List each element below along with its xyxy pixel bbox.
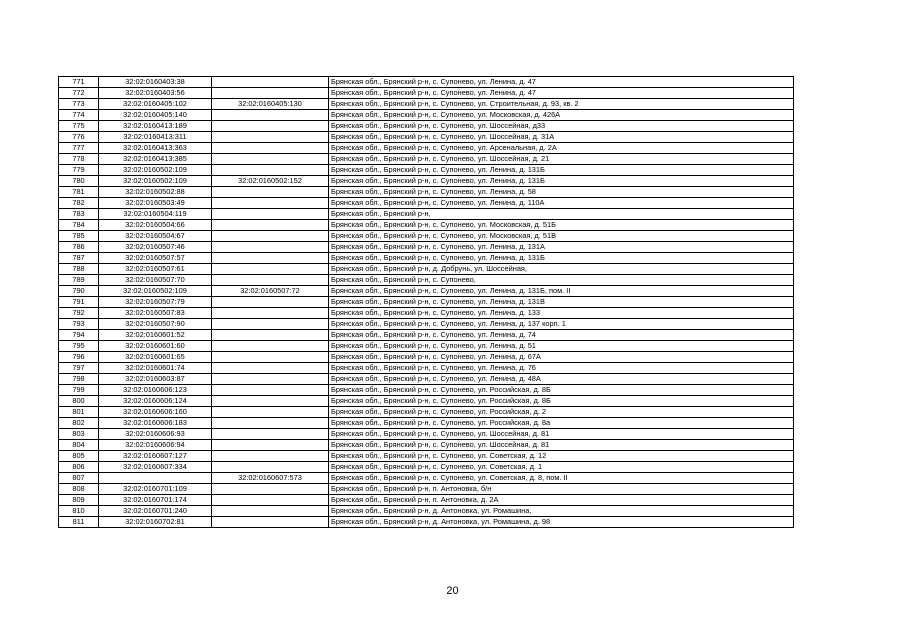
address-cell: Брянская обл., Брянский р-н, с. Супонево, ул. Шоссейная, д. 81 [329,440,794,451]
table-row [59,176,794,187]
related-cadastral-number-cell [212,506,329,517]
row-number-cell: 805 [59,451,99,462]
address-cell: Брянская обл., Брянский р-н, с. Супонево, ул. Строительная, д. 93, кв. 2 [329,99,794,110]
cadastral-number-cell: 32:02:0160403:38 [99,77,212,88]
address-cell: Брянская обл., Брянский р-н, с. Супонево, ул. Советская, д. 1 [329,462,794,473]
related-cadastral-number-cell [212,385,329,396]
table-row [59,275,794,286]
address-cell: Брянская обл., Брянский р-н, д. Антоновка, ул. Ромашина, д. 98 [329,517,794,528]
address-cell: Брянская обл., Брянский р-н, п. Антоновка, б/н [329,484,794,495]
row-number-cell: 780 [59,176,99,187]
cadastral-number-cell: 32:02:0160606:124 [99,396,212,407]
related-cadastral-number-cell [212,484,329,495]
row-number-cell: 794 [59,330,99,341]
related-cadastral-number-cell [212,88,329,99]
cadastral-number-cell: 32:02:0160606:93 [99,429,212,440]
cadastral-number-cell: 32:02:0160606:160 [99,407,212,418]
row-number-cell: 772 [59,88,99,99]
cadastral-number-cell: 32:02:0160601:65 [99,352,212,363]
cadastral-number-cell: 32:02:0160607:127 [99,451,212,462]
address-cell: Брянская обл., Брянский р-н, с. Супонево, ул. Российская, д. 8Б [329,385,794,396]
address-cell: Брянская обл., Брянский р-н, д. Добрунь, ул. Шоссейная, [329,264,794,275]
related-cadastral-number-cell [212,341,329,352]
address-cell: Брянская обл., Брянский р-н, с. Супонево, ул. Ленина, д. 47 [329,77,794,88]
cadastral-number-cell: 32:02:0160507:57 [99,253,212,264]
cadastral-number-cell: 32:02:0160507:79 [99,297,212,308]
cadastral-number-cell: 32:02:0160413:385 [99,154,212,165]
cadastral-number-cell: 32:02:0160701:240 [99,506,212,517]
address-cell: Брянская обл., Брянский р-н, с. Супонево, ул. Шоссейная, д. 21 [329,154,794,165]
cadastral-number-cell: 32:02:0160413:189 [99,121,212,132]
related-cadastral-number-cell [212,110,329,121]
related-cadastral-number-cell [212,154,329,165]
table-row [59,264,794,275]
row-number-cell: 787 [59,253,99,264]
address-cell: Брянская обл., Брянский р-н, с. Супонево, ул. Московская, д. 426А [329,110,794,121]
row-number-cell: 797 [59,363,99,374]
related-cadastral-number-cell: 32:02:0160607:573 [212,473,329,484]
address-cell: Брянская обл., Брянский р-н, с. Супонево, ул. Ленина, д. 67А [329,352,794,363]
related-cadastral-number-cell [212,429,329,440]
cadastral-number-cell: 32:02:0160601:52 [99,330,212,341]
cadastral-number-cell: 32:02:0160606:123 [99,385,212,396]
table-row [59,484,794,495]
related-cadastral-number-cell [212,462,329,473]
cadastral-number-cell: 32:02:0160507:70 [99,275,212,286]
cadastral-number-cell: 32:02:0160504:67 [99,231,212,242]
related-cadastral-number-cell [212,165,329,176]
table-row [59,374,794,385]
cadastral-number-cell: 32:02:0160702:81 [99,517,212,528]
related-cadastral-number-cell [212,451,329,462]
address-cell: Брянская обл., Брянский р-н, с. Супонево, ул. Шоссейная, д. 31А [329,132,794,143]
related-cadastral-number-cell [212,396,329,407]
row-number-cell: 798 [59,374,99,385]
cadastral-number-cell: 32:02:0160502:109 [99,165,212,176]
table-row [59,330,794,341]
cadastral-number-cell: 32:02:0160502:109 [99,176,212,187]
row-number-cell: 808 [59,484,99,495]
address-cell: Брянская обл., Брянский р-н, с. Супонево, ул. Ленина, д. 110А [329,198,794,209]
related-cadastral-number-cell [212,407,329,418]
table-row [59,429,794,440]
address-cell: Брянская обл., Брянский р-н, с. Супонево, ул. Ленина, д. 131Б, пом. II [329,286,794,297]
cadastral-number-cell: 32:02:0160503:49 [99,198,212,209]
cadastral-number-cell: 32:02:0160601:60 [99,341,212,352]
related-cadastral-number-cell [212,275,329,286]
row-number-cell: 809 [59,495,99,506]
related-cadastral-number-cell [212,187,329,198]
related-cadastral-number-cell [212,242,329,253]
table-row [59,363,794,374]
address-cell: Брянская обл., Брянский р-н, с. Супонево, ул. Арсенальная, д. 2А [329,143,794,154]
related-cadastral-number-cell [212,143,329,154]
row-number-cell: 775 [59,121,99,132]
row-number-cell: 778 [59,154,99,165]
cadastral-number-cell: 32:02:0160701:174 [99,495,212,506]
related-cadastral-number-cell [212,198,329,209]
address-cell: Брянская обл., Брянский р-н, с. Супонево, ул. Ленина, д. 76 [329,363,794,374]
row-number-cell: 786 [59,242,99,253]
cadastral-number-cell: 32:02:0160502:88 [99,187,212,198]
table-row [59,154,794,165]
table-row [59,132,794,143]
cadastral-number-cell: 32:02:0160606:94 [99,440,212,451]
cadastral-number-cell: 32:02:0160504:119 [99,209,212,220]
cadastral-number-cell: 32:02:0160403:56 [99,88,212,99]
table-row [59,88,794,99]
page-number: 20 [446,585,459,597]
table-row [59,209,794,220]
table-row [59,451,794,462]
table-row [59,385,794,396]
row-number-cell: 810 [59,506,99,517]
table-row [59,440,794,451]
address-cell: Брянская обл., Брянский р-н, с. Супонево, ул. Российская, д. 2 [329,407,794,418]
address-cell: Брянская обл., Брянский р-н, с. Супонево, ул. Советская, д. 8, пом. II [329,473,794,484]
table-row [59,165,794,176]
related-cadastral-number-cell [212,297,329,308]
table-row [59,396,794,407]
row-number-cell: 774 [59,110,99,121]
row-number-cell: 803 [59,429,99,440]
address-cell: Брянская обл., Брянский р-н, с. Супонево, ул. Московская, д. 51Б [329,220,794,231]
cadastral-number-cell: 32:02:0160413:363 [99,143,212,154]
row-number-cell: 782 [59,198,99,209]
row-number-cell: 777 [59,143,99,154]
address-cell: Брянская обл., Брянский р-н, д. Антоновка, ул. Ромашина, [329,506,794,517]
row-number-cell: 800 [59,396,99,407]
row-number-cell: 804 [59,440,99,451]
row-number-cell: 783 [59,209,99,220]
row-number-cell: 773 [59,99,99,110]
address-cell: Брянская обл., Брянский р-н, с. Супонево, ул. Шоссейная, д. 81 [329,429,794,440]
cadastral-number-cell: 32:02:0160507:46 [99,242,212,253]
table-row [59,99,794,110]
registry-table [58,76,794,528]
table-row [59,253,794,264]
related-cadastral-number-cell [212,352,329,363]
row-number-cell: 776 [59,132,99,143]
related-cadastral-number-cell [212,253,329,264]
table-row [59,110,794,121]
address-cell: Брянская обл., Брянский р-н, с. Супонево, ул. Шоссейная, д33 [329,121,794,132]
row-number-cell: 793 [59,319,99,330]
cadastral-number-cell [99,473,212,484]
related-cadastral-number-cell [212,440,329,451]
related-cadastral-number-cell [212,517,329,528]
row-number-cell: 784 [59,220,99,231]
address-cell: Брянская обл., Брянский р-н, с. Супонево, ул. Ленина, д. 131Б [329,253,794,264]
address-cell: Брянская обл., Брянский р-н, с. Супонево, ул. Ленина, д. 131Б [329,165,794,176]
table-row [59,506,794,517]
related-cadastral-number-cell [212,363,329,374]
table-row [59,121,794,132]
related-cadastral-number-cell [212,220,329,231]
row-number-cell: 796 [59,352,99,363]
cadastral-number-cell: 32:02:0160601:74 [99,363,212,374]
row-number-cell: 788 [59,264,99,275]
table-row [59,352,794,363]
related-cadastral-number-cell: 32:02:0160405:130 [212,99,329,110]
table-row [59,198,794,209]
row-number-cell: 802 [59,418,99,429]
address-cell: Брянская обл., Брянский р-н, п. Антоновка, д. 2А [329,495,794,506]
table-row [59,407,794,418]
related-cadastral-number-cell [212,308,329,319]
row-number-cell: 771 [59,77,99,88]
table-row [59,231,794,242]
table-row [59,242,794,253]
table-row [59,308,794,319]
table-row [59,220,794,231]
row-number-cell: 790 [59,286,99,297]
cadastral-number-cell: 32:02:0160701:109 [99,484,212,495]
related-cadastral-number-cell: 32:02:0160502:152 [212,176,329,187]
table-row [59,77,794,88]
cadastral-number-cell: 32:02:0160507:90 [99,319,212,330]
cadastral-number-cell: 32:02:0160507:61 [99,264,212,275]
cadastral-number-cell: 32:02:0160405:102 [99,99,212,110]
address-cell: Брянская обл., Брянский р-н, с. Супонево, ул. Ленина, д. 131А [329,242,794,253]
table-row [59,341,794,352]
address-cell: Брянская обл., Брянский р-н, с. Супонево, ул. Ленина, д. 133 [329,308,794,319]
row-number-cell: 789 [59,275,99,286]
table-row [59,495,794,506]
related-cadastral-number-cell [212,132,329,143]
address-cell: Брянская обл., Брянский р-н, с. Супонево, ул. Ленина, д. 58 [329,187,794,198]
related-cadastral-number-cell [212,319,329,330]
table-row [59,286,794,297]
related-cadastral-number-cell [212,231,329,242]
row-number-cell: 795 [59,341,99,352]
row-number-cell: 791 [59,297,99,308]
cadastral-number-cell: 32:02:0160603:87 [99,374,212,385]
address-cell: Брянская обл., Брянский р-н, с. Супонево, ул. Ленина, д. 137 корп. 1 [329,319,794,330]
address-cell: Брянская обл., Брянский р-н, [329,209,794,220]
table-row [59,462,794,473]
related-cadastral-number-cell: 32:02:0160507:72 [212,286,329,297]
row-number-cell: 799 [59,385,99,396]
address-cell: Брянская обл., Брянский р-н, с. Супонево, ул. Российская, д. 8Б [329,396,794,407]
address-cell: Брянская обл., Брянский р-н, с. Супонево, [329,275,794,286]
row-number-cell: 792 [59,308,99,319]
related-cadastral-number-cell [212,418,329,429]
address-cell: Брянская обл., Брянский р-н, с. Супонево, ул. Ленина, д. 74 [329,330,794,341]
related-cadastral-number-cell [212,374,329,385]
related-cadastral-number-cell [212,209,329,220]
table-row [59,143,794,154]
row-number-cell: 779 [59,165,99,176]
row-number-cell: 806 [59,462,99,473]
related-cadastral-number-cell [212,121,329,132]
address-cell: Брянская обл., Брянский р-н, с. Супонево, ул. Ленина, д. 51 [329,341,794,352]
address-cell: Брянская обл., Брянский р-н, с. Супонево, ул. Ленина, д. 47 [329,88,794,99]
related-cadastral-number-cell [212,77,329,88]
cadastral-number-cell: 32:02:0160413:311 [99,132,212,143]
cadastral-number-cell: 32:02:0160504:66 [99,220,212,231]
address-cell: Брянская обл., Брянский р-н, с. Супонево, ул. Ленина, д. 131Б [329,176,794,187]
cadastral-number-cell: 32:02:0160607:334 [99,462,212,473]
table-row [59,517,794,528]
table-row [59,418,794,429]
table-row [59,187,794,198]
related-cadastral-number-cell [212,330,329,341]
cadastral-number-cell: 32:02:0160507:83 [99,308,212,319]
registry-table-body [59,77,794,528]
row-number-cell: 785 [59,231,99,242]
row-number-cell: 781 [59,187,99,198]
address-cell: Брянская обл., Брянский р-н, с. Супонево, ул. Советская, д. 12 [329,451,794,462]
address-cell: Брянская обл., Брянский р-н, с. Супонево, ул. Ленина, д. 131В [329,297,794,308]
row-number-cell: 801 [59,407,99,418]
cadastral-number-cell: 32:02:0160606:183 [99,418,212,429]
address-cell: Брянская обл., Брянский р-н, с. Супонево, ул. Ленина, д. 48А [329,374,794,385]
cadastral-number-cell: 32:02:0160502:109 [99,286,212,297]
table-row [59,473,794,484]
table-row [59,297,794,308]
related-cadastral-number-cell [212,495,329,506]
address-cell: Брянская обл., Брянский р-н, с. Супонево, ул. Российская, д. 8а [329,418,794,429]
address-cell: Брянская обл., Брянский р-н, с. Супонево, ул. Московская, д. 51В [329,231,794,242]
row-number-cell: 807 [59,473,99,484]
table-row [59,319,794,330]
related-cadastral-number-cell [212,264,329,275]
row-number-cell: 811 [59,517,99,528]
cadastral-number-cell: 32:02:0160405:140 [99,110,212,121]
